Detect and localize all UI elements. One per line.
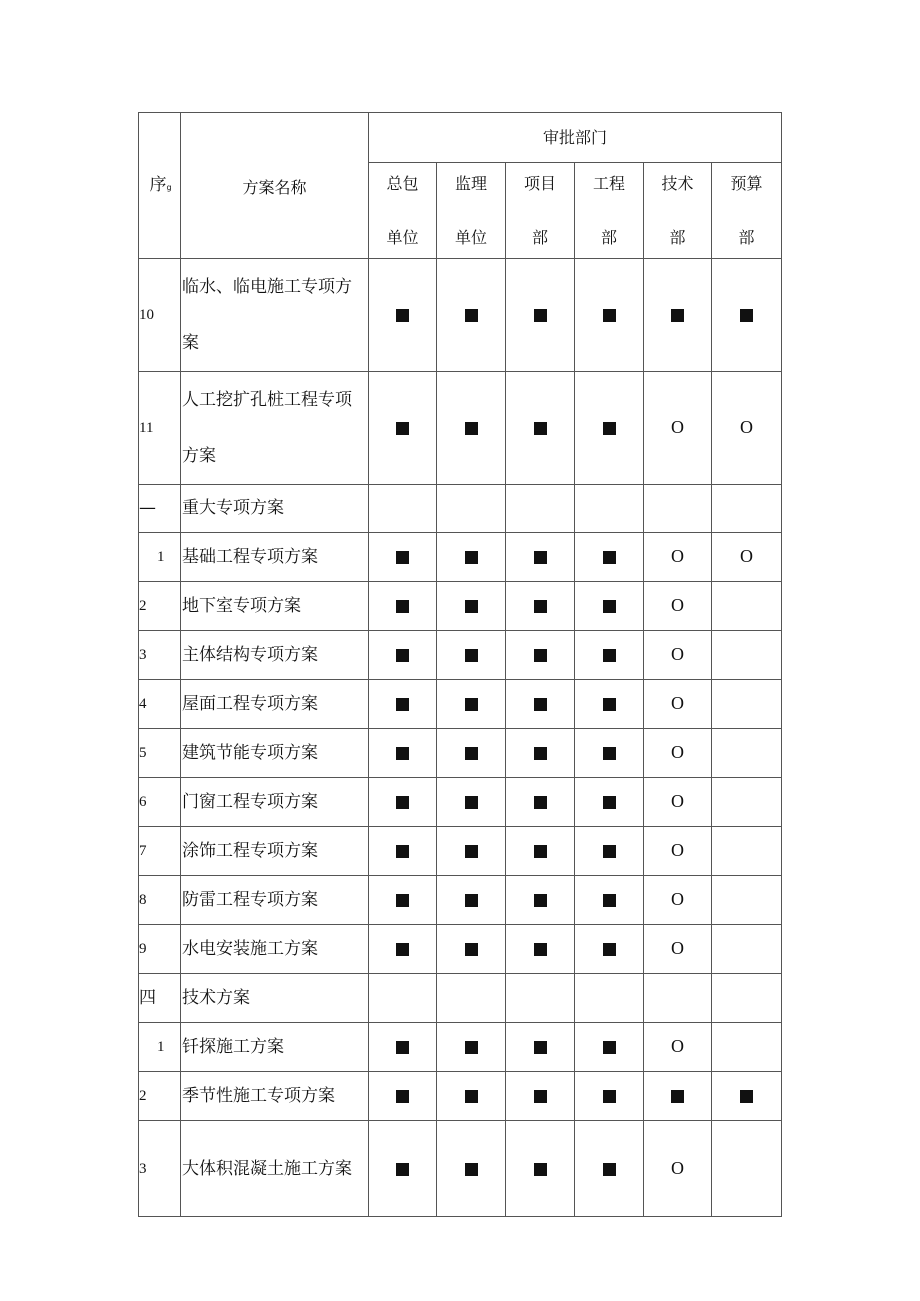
required-approval-mark [534,943,547,956]
approval-mark-cell [712,827,782,876]
table-row [139,729,782,778]
row-plan-name: 大体积混凝土施工方案 [181,1121,369,1217]
row-plan-name: 门窗工程专项方案 [181,778,369,827]
approval-mark-cell [575,1072,644,1121]
approval-mark-cell [575,533,644,582]
optional-approval-mark: O [671,1036,684,1057]
approval-mark-cell [506,778,575,827]
required-approval-mark [534,894,547,907]
department-label-line1: 总包 [386,174,419,193]
approval-mark-cell [575,582,644,631]
row-seq: 10 [139,259,181,372]
department-label-line1: 预算 [730,174,763,193]
department-label-line1: 技术 [661,174,694,193]
approval-mark-cell [369,827,437,876]
row-plan-name: 地下室专项方案 [181,582,369,631]
approval-mark-cell [369,729,437,778]
approval-mark-cell [644,925,712,974]
required-approval-mark [534,600,547,613]
approval-mark-cell [437,680,506,729]
required-approval-mark [396,600,409,613]
required-approval-mark [534,551,547,564]
approval-mark-cell [575,631,644,680]
approval-mark-cell [712,1023,782,1072]
table-body [139,113,782,1217]
approval-mark-cell [437,925,506,974]
required-approval-mark [603,1090,616,1103]
approval-table [138,112,782,1217]
required-approval-mark [603,309,616,322]
required-approval-mark [396,747,409,760]
required-approval-mark [396,943,409,956]
header-department-cell [506,163,575,259]
row-seq: 9 [139,925,181,974]
required-approval-mark [603,1041,616,1054]
header-group-cell [369,113,782,163]
row-plan-name: 建筑节能专项方案 [181,729,369,778]
approval-mark-cell [644,1072,712,1121]
required-approval-mark [603,649,616,662]
row-plan-name: 季节性施工专项方案 [181,1072,369,1121]
optional-approval-mark: O [740,417,754,438]
row-seq: 3 [139,631,181,680]
optional-approval-mark: O [671,693,684,714]
approval-mark-cell [575,729,644,778]
approval-mark-cell [644,1121,712,1217]
table-row [139,631,782,680]
optional-approval-mark: O [671,417,684,438]
approval-mark-cell [506,876,575,925]
approval-mark-cell [644,729,712,778]
approval-mark-cell [575,925,644,974]
approval-mark-cell [712,631,782,680]
header-department-cell [575,163,644,259]
approval-mark-cell [369,582,437,631]
table-row [139,876,782,925]
required-approval-mark [465,422,478,435]
header-department-cell [369,163,437,259]
approval-mark-cell [437,876,506,925]
required-approval-mark [534,1163,547,1176]
row-seq: 4 [139,680,181,729]
approval-mark-cell [506,582,575,631]
required-approval-mark [396,698,409,711]
row-seq: 1 [139,1023,181,1072]
required-approval-mark [534,422,547,435]
approval-mark-cell [437,372,506,485]
required-approval-mark [671,1090,684,1103]
header-name-label: 方案名称 [242,178,307,197]
required-approval-mark [465,1041,478,1054]
table-row [139,1023,782,1072]
row-seq: 1 [139,533,181,582]
approval-mark-cell [644,485,712,533]
required-approval-mark [396,796,409,809]
approval-mark-cell [575,372,644,485]
row-plan-name: 基础工程专项方案 [181,533,369,582]
required-approval-mark [465,551,478,564]
table-row [139,778,782,827]
required-approval-mark [396,422,409,435]
row-plan-name: 主体结构专项方案 [181,631,369,680]
approval-mark-cell [437,631,506,680]
required-approval-mark [534,845,547,858]
optional-approval-mark: O [671,840,684,861]
department-label-line2: 部 [669,228,686,247]
approval-mark-cell [506,259,575,372]
required-approval-mark [603,1163,616,1176]
approval-mark-cell [369,1023,437,1072]
required-approval-mark [465,894,478,907]
approval-mark-cell [506,680,575,729]
header-seq-label: 序 [149,175,167,196]
required-approval-mark [740,309,753,322]
header-department-cell [437,163,506,259]
required-approval-mark [396,845,409,858]
approval-mark-cell [575,680,644,729]
approval-mark-cell [575,485,644,533]
approval-mark-cell [644,631,712,680]
approval-mark-cell [644,876,712,925]
approval-mark-cell [712,925,782,974]
optional-approval-mark: O [671,1157,684,1178]
required-approval-mark [534,698,547,711]
row-seq: 6 [139,778,181,827]
required-approval-mark [603,943,616,956]
approval-mark-cell [712,372,782,485]
row-plan-name: 人工挖扩孔桩工程专项方案 [181,372,369,485]
approval-mark-cell [644,974,712,1023]
row-seq: 8 [139,876,181,925]
row-plan-name: 技术方案 [181,974,369,1023]
approval-mark-cell [644,533,712,582]
required-approval-mark [396,894,409,907]
optional-approval-mark: O [671,938,684,959]
table-row [139,1121,782,1217]
header-name-cell [181,113,369,259]
table-row [139,372,782,485]
required-approval-mark [534,1090,547,1103]
optional-approval-mark: O [671,546,684,567]
approval-mark-cell [712,729,782,778]
approval-mark-cell [369,974,437,1023]
required-approval-mark [465,649,478,662]
required-approval-mark [534,1041,547,1054]
row-plan-name: 屋面工程专项方案 [181,680,369,729]
approval-mark-cell [437,974,506,1023]
required-approval-mark [465,747,478,760]
approval-mark-cell [437,1121,506,1217]
required-approval-mark [534,747,547,760]
approval-mark-cell [506,533,575,582]
required-approval-mark [465,943,478,956]
required-approval-mark [465,796,478,809]
approval-mark-cell [506,974,575,1023]
department-label-line1: 工程 [592,174,625,193]
approval-mark-cell [575,1023,644,1072]
row-seq: 四 [139,974,181,1023]
required-approval-mark [396,1163,409,1176]
approval-mark-cell [644,680,712,729]
required-approval-mark [396,309,409,322]
header-seq-suffix: g [166,183,172,193]
optional-approval-mark: O [740,546,754,567]
approval-mark-cell [369,533,437,582]
required-approval-mark [671,309,684,322]
approval-mark-cell [369,1121,437,1217]
table-row [139,582,782,631]
approval-mark-cell [644,778,712,827]
row-seq: 5 [139,729,181,778]
required-approval-mark [465,309,478,322]
approval-mark-cell [437,827,506,876]
approval-mark-cell [369,485,437,533]
row-seq: 2 [139,582,181,631]
required-approval-mark [396,551,409,564]
row-plan-name: 临水、临电施工专项方案 [181,259,369,372]
required-approval-mark [465,845,478,858]
approval-mark-cell [369,259,437,372]
optional-approval-mark: O [671,742,684,763]
approval-mark-cell [644,827,712,876]
required-approval-mark [396,1041,409,1054]
required-approval-mark [534,309,547,322]
approval-mark-cell [437,259,506,372]
optional-approval-mark: O [671,791,684,812]
approval-mark-cell [506,485,575,533]
approval-mark-cell [712,974,782,1023]
department-label-line1: 项目 [523,174,556,193]
approval-mark-cell [712,778,782,827]
table-row [139,974,782,1023]
department-label-line2: 单位 [454,228,487,247]
approval-mark-cell [437,533,506,582]
approval-mark-cell [369,680,437,729]
row-plan-name: 钎探施工方案 [181,1023,369,1072]
row-seq: 7 [139,827,181,876]
department-label-line1: 监理 [454,174,487,193]
department-label-line2: 单位 [386,228,419,247]
approval-mark-cell [506,1121,575,1217]
approval-mark-cell [506,925,575,974]
header-department-cell [712,163,782,259]
approval-mark-cell [575,827,644,876]
required-approval-mark [396,649,409,662]
approval-mark-cell [575,974,644,1023]
required-approval-mark [534,796,547,809]
approval-mark-cell [437,729,506,778]
table-row [139,827,782,876]
table-row [139,680,782,729]
approval-mark-cell [644,582,712,631]
required-approval-mark [603,698,616,711]
approval-mark-cell [437,582,506,631]
approval-mark-cell [644,259,712,372]
approval-mark-cell [712,259,782,372]
department-label-line2: 部 [600,228,617,247]
required-approval-mark [603,894,616,907]
approval-mark-cell [369,372,437,485]
approval-mark-cell [437,1072,506,1121]
approval-mark-cell [369,631,437,680]
approval-mark-cell [369,1072,437,1121]
required-approval-mark [603,600,616,613]
department-label-line2: 部 [738,228,755,247]
department-label-line2: 部 [531,228,548,247]
required-approval-mark [603,747,616,760]
required-approval-mark [603,845,616,858]
required-approval-mark [465,600,478,613]
optional-approval-mark: O [671,644,684,665]
row-plan-name: 重大专项方案 [181,485,369,533]
required-approval-mark [603,551,616,564]
required-approval-mark [465,698,478,711]
optional-approval-mark: O [671,889,684,910]
approval-mark-cell [575,1121,644,1217]
approval-mark-cell [506,631,575,680]
approval-mark-cell [712,485,782,533]
required-approval-mark [534,649,547,662]
optional-approval-mark: O [671,595,684,616]
approval-mark-cell [437,1023,506,1072]
required-approval-mark [603,422,616,435]
row-plan-name: 水电安装施工方案 [181,925,369,974]
approval-mark-cell [712,1072,782,1121]
row-seq: 11 [139,372,181,485]
approval-mark-cell [506,1072,575,1121]
required-approval-mark [740,1090,753,1103]
header-seq-cell [139,113,181,259]
approval-mark-cell [369,876,437,925]
table-row [139,533,782,582]
approval-mark-cell [369,778,437,827]
approval-mark-cell [575,876,644,925]
approval-mark-cell [712,1121,782,1217]
approval-mark-cell [644,372,712,485]
approval-mark-cell [575,778,644,827]
approval-mark-cell [712,680,782,729]
required-approval-mark [465,1090,478,1103]
approval-mark-cell [575,259,644,372]
required-approval-mark [396,1090,409,1103]
row-plan-name: 涂饰工程专项方案 [181,827,369,876]
table-row [139,485,782,533]
approval-mark-cell [712,533,782,582]
header-row-top [139,113,782,163]
row-seq: 2 [139,1072,181,1121]
approval-mark-cell [506,1023,575,1072]
required-approval-mark [465,1163,478,1176]
header-department-cell [644,163,712,259]
approval-mark-cell [712,876,782,925]
approval-mark-cell [506,729,575,778]
approval-mark-cell [369,925,437,974]
approval-mark-cell [506,372,575,485]
row-plan-name: 防雷工程专项方案 [181,876,369,925]
approval-mark-cell [644,1023,712,1072]
approval-mark-cell [506,827,575,876]
table-row [139,925,782,974]
table-row [139,1072,782,1121]
approval-mark-cell [712,582,782,631]
row-seq: — [139,485,181,533]
approval-mark-cell [437,485,506,533]
row-seq: 3 [139,1121,181,1217]
table-row [139,259,782,372]
approval-mark-cell [437,778,506,827]
required-approval-mark [603,796,616,809]
header-group-label: 审批部门 [543,127,608,147]
